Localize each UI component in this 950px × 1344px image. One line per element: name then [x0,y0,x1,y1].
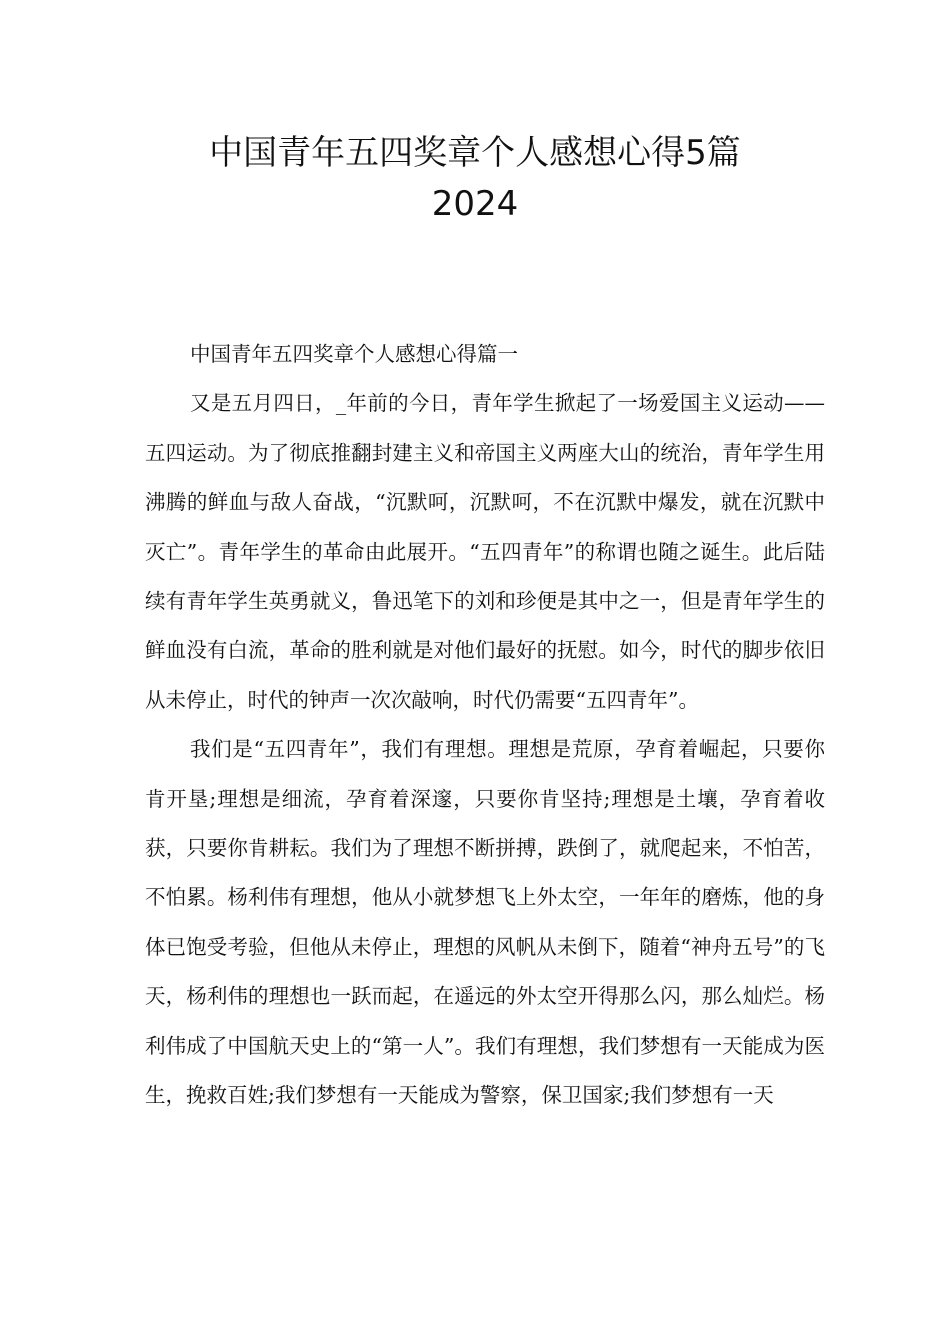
paragraph-2: 我们是“五四青年”，我们有理想。理想是荒原，孕育着崛起，只要你肯开垦;理想是细流，孕育着深邃，只要你肯坚持;理想是土壤，孕育着收获，只要你肯耕耘。我们为了理想不断拼搏，跌倒了，就爬起来，不怕苦，不怕累。杨利伟有理想，他从小就梦想飞上外太空，一年年的磨炼，他的身体已饱受考验，但他从未停止，理想的风帆从未倒下，随着“神舟五号”的飞天，杨利伟的理想也一跃而起，在遥远的外太空开得那么闪，那么灿烂。杨利伟成了中国航天史上的“第一人”。我们有理想，我们梦想有一天能成为医生，挽救百姓;我们梦想有一天能成为警察，保卫国家;我们梦想有一天 [145,737,825,1108]
paragraph-1: 又是五月四日，_年前的今日，青年学生掀起了一场爱国主义运动——五四运动。为了彻底推翻封建主义和帝国主义两座大山的统治，青年学生用沸腾的鲜血与敌人奋战，“沉默呵，沉默呵，不在沉默中爆发，就在沉默中灭亡”。青年学生的革命由此展开。“五四青年”的称谓也随之诞生。此后陆续有青年学生英勇就义，鲁迅笔下的刘和珍便是其中之一，但是青年学生的鲜血没有白流，革命的胜利就是对他们最好的抚慰。如今，时代的脚步依旧从未停止，时代的钟声一次次敲响，时代仍需要“五四青年”。 [145,391,825,712]
document-body [145,330,825,1121]
document-title-year: 2024 [431,184,519,224]
document-title: 中国青年五四奖章个人感想心得5篇 [209,133,741,173]
section-heading: 中国青年五四奖章个人感想心得篇一 [190,342,518,366]
